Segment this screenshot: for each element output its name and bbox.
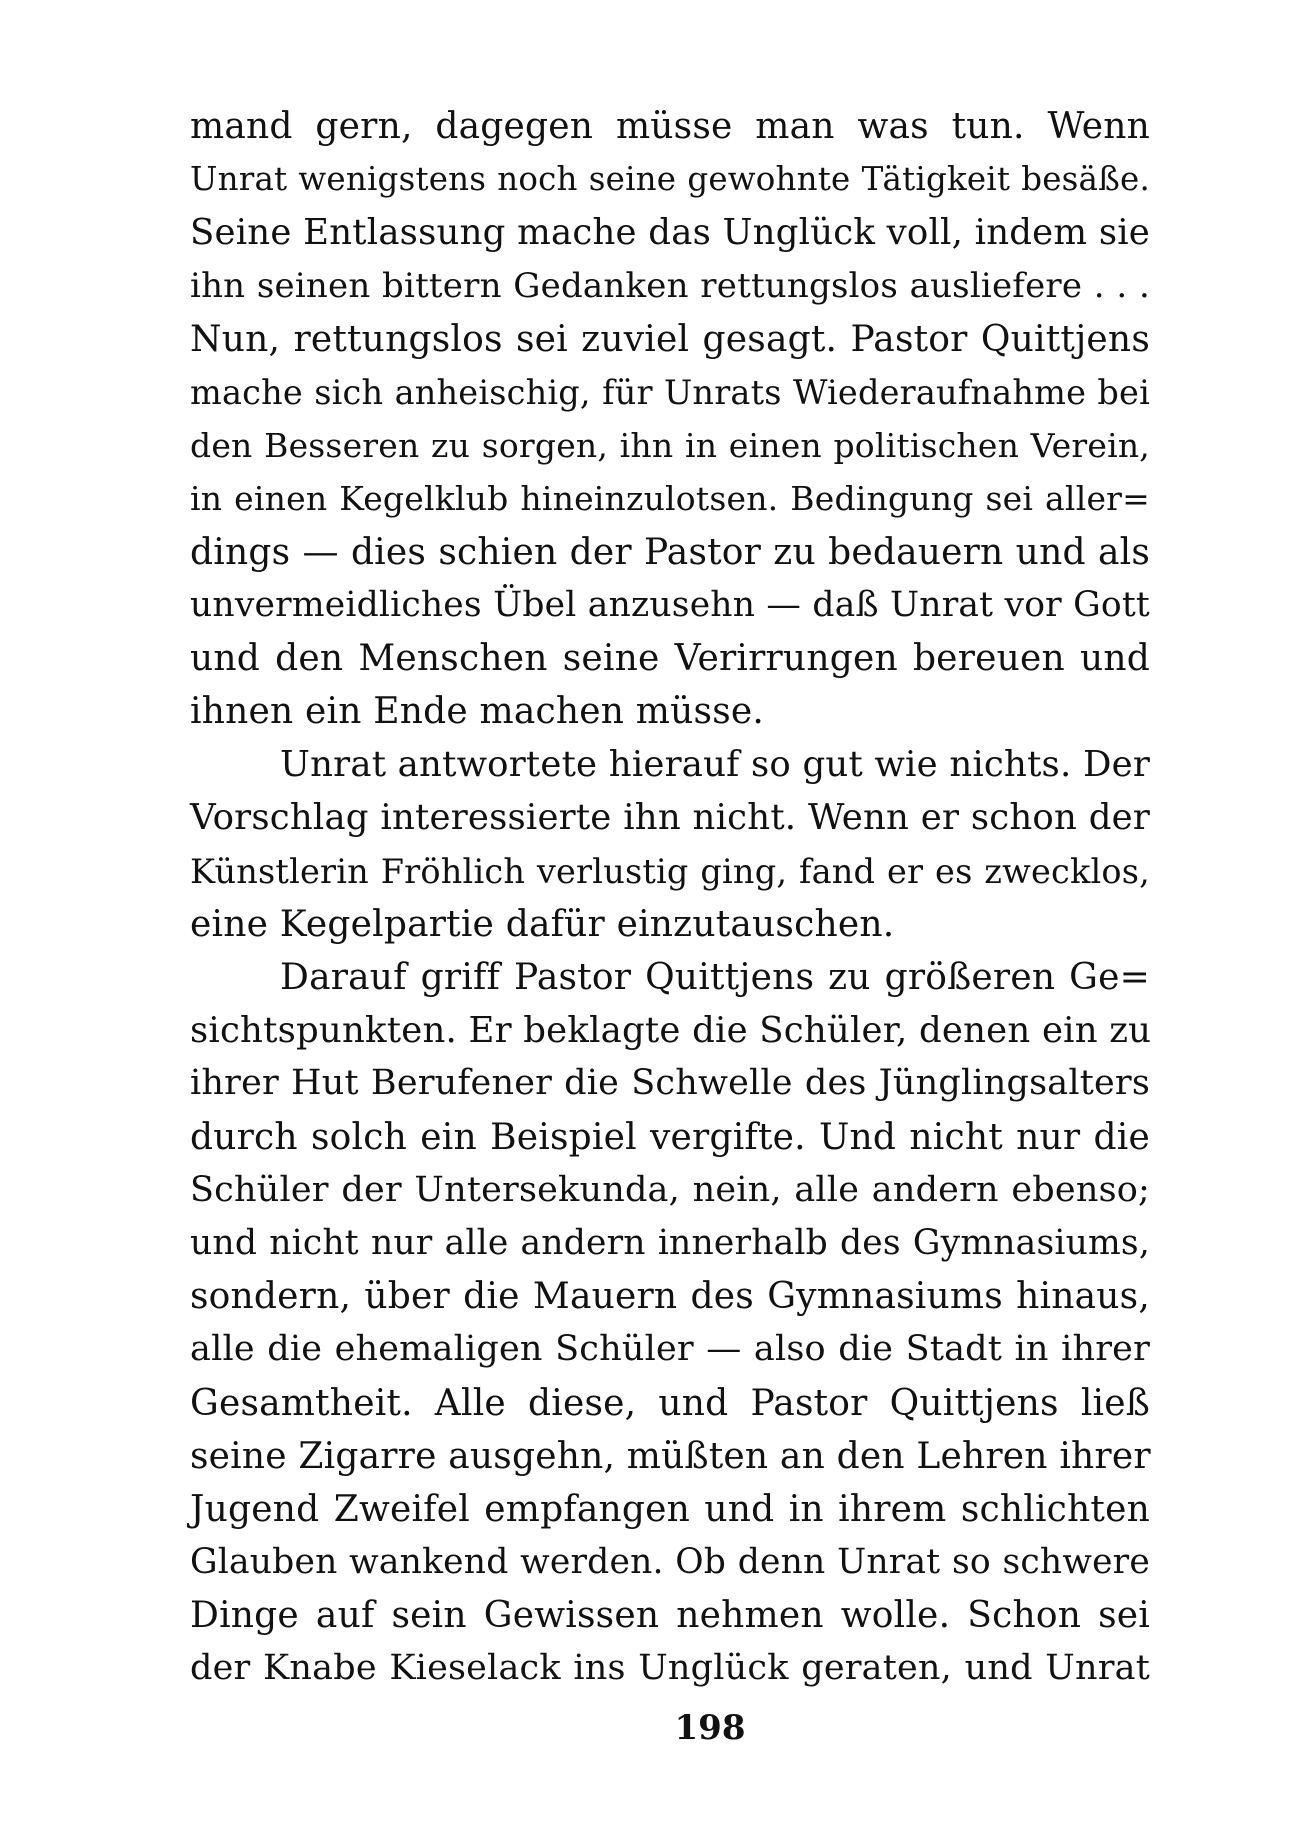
body-text (190, 100, 1150, 1696)
text-line: Nun, rettungslos sei zuviel gesagt. Pastor Quittjens (190, 318, 1150, 360)
text-line: unvermeidliches Übel anzusehn — daß Unrat vor Gott (190, 584, 1150, 625)
text-line: und nicht nur alle andern innerhalb des Gymnasiums, (190, 1222, 1150, 1263)
text-line: Unrat wenigstens noch seine gewohnte Tätigkeit besäße. (190, 160, 1150, 199)
text-line: Jugend Zweifel empfangen und in ihrem schlichten (190, 1488, 1150, 1530)
text-line: Vorschlag interessierte ihn nicht. Wenn er schon der (190, 797, 1150, 839)
text-line: mand gern, dagegen müsse man was tun. Wenn (190, 106, 1150, 147)
text-line: in einen Kegelklub hineinzulotsen. Bedingung sei aller= (190, 479, 1150, 519)
text-line: Künstlerin Fröhlich verlustig ging, fand er es zwecklos, (190, 851, 1150, 891)
text-line: dings — dies schien der Pastor zu bedauern und als (190, 531, 1150, 573)
text-line: Gesamtheit. Alle diese, und Pastor Quittjens ließ (190, 1382, 1150, 1424)
text-line: Dinge auf sein Gewissen nehmen wolle. Schon sei (190, 1595, 1150, 1637)
text-line: ihrer Hut Berufener die Schwelle des Jünglingsalters (190, 1063, 1150, 1104)
text-line: Seine Entlassung mache das Unglück voll, indem sie (190, 212, 1150, 254)
text-line: alle die ehemaligen Schüler — also die Stadt in ihrer (190, 1329, 1150, 1370)
page-number: 198 (674, 1708, 746, 1748)
paragraph-end-line: eine Kegelpartie dafür einzutauschen. (190, 903, 895, 945)
text-line: und den Menschen seine Verirrungen bereuen und (190, 637, 1150, 679)
text-line: ihn seinen bittern Gedanken rettungslos ausliefere . . . (190, 265, 1150, 306)
paragraph-end-line: ihnen ein Ende machen müsse. (190, 691, 765, 733)
paragraph-start-line: Darauf griff Pastor Quittjens zu größeren Ge= (280, 957, 1150, 998)
text-line: sondern, über die Mauern des Gymnasiums hinaus, (190, 1276, 1150, 1318)
paragraph-start-line: Unrat antwortete hierauf so gut wie nichts. Der (280, 744, 1150, 786)
text-line: mache sich anheischig, für Unrats Wiederaufnahme bei (190, 372, 1150, 412)
text-line: Schüler der Untersekunda, nein, alle andern ebenso; (190, 1169, 1150, 1210)
text-line: sichtspunkten. Er beklagte die Schüler, denen ein zu (190, 1010, 1152, 1052)
text-line: Glauben wankend werden. Ob denn Unrat so schwere (190, 1542, 1150, 1583)
text-line: der Knabe Kieselack ins Unglück geraten, und Unrat (190, 1648, 1150, 1689)
text-line: durch solch ein Beispiel vergifte. Und nicht nur die (190, 1116, 1150, 1158)
text-line: den Besseren zu sorgen, ihn in einen politischen Verein, (190, 426, 1150, 466)
text-line: seine Zigarre ausgehn, müßten an den Lehren ihrer (190, 1435, 1151, 1477)
